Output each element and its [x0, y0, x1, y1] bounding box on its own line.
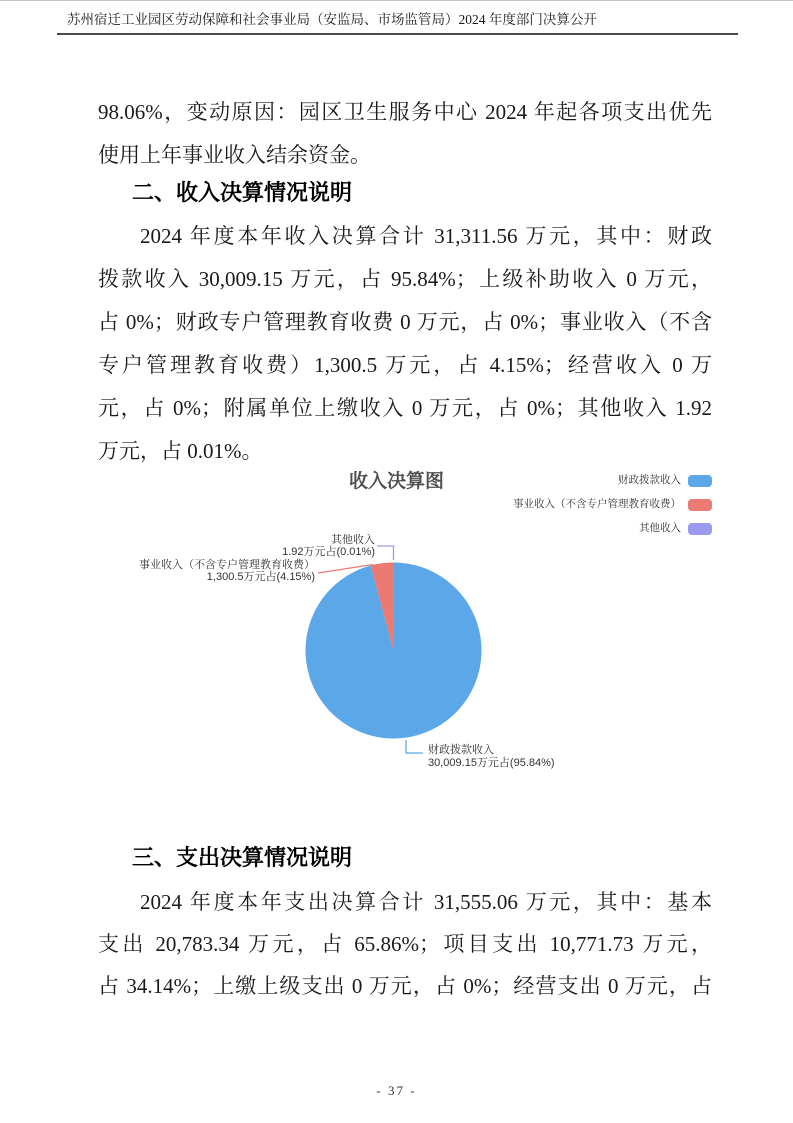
text-line: 占 0%；财政专户管理教育收费 0 万元，占 0%；事业收入（不含 [98, 310, 712, 334]
text-line: 支出 20,783.34 万元，占 65.86%；项目支出 10,771.73 万元， [98, 932, 712, 956]
text-line: 专户管理教育收费）1,300.5 万元，占 4.15%；经营收入 0 万 [98, 353, 712, 377]
pie-label-other: 其他收入 [331, 534, 375, 546]
legend-label: 财政拨款收入 [618, 474, 681, 486]
pie-label-fiscal-value: 30,009.15万元占(95.84%) [428, 757, 555, 769]
paragraph-continuation [98, 91, 712, 177]
legend-label: 其他收入 [639, 522, 681, 534]
text-line: 拨款收入 30,009.15 万元，占 95.84%；上级补助收入 0 万元， [98, 267, 712, 291]
section2-heading: 二、收入决算情况说明 [132, 180, 353, 205]
text-line: 2024 年度本年收入决算合计 31,311.56 万元，其中：财政 [140, 224, 712, 248]
connector-other [377, 546, 394, 560]
connector-fiscal [406, 740, 423, 753]
pie-label-business: 事业收入（不含专户管理教育收费） [139, 559, 315, 571]
text-line: 元，占 0%；附属单位上缴收入 0 万元，占 0%；其他收入 1.92 [98, 396, 712, 420]
page-number: - 37 - [376, 1083, 417, 1098]
pie-label-other-value: 1.92万元占(0.01%) [282, 546, 375, 558]
header-title: 苏州宿迁工业园区劳动保障和社会事业局（安监局、市场监管局）2024 年度部门决算公开 [67, 12, 597, 27]
text-line: 占 34.14%；上缴上级支出 0 万元，占 0%；经营支出 0 万元，占 [98, 974, 712, 998]
text-line: 万元，占 0.01%。 [98, 439, 263, 463]
text-line: 使用上年事业收入结余资金。 [98, 143, 371, 167]
pie-label-fiscal: 财政拨款收入 [428, 744, 494, 756]
page-header [57, 11, 738, 35]
chart-title: 收入决算图 [348, 471, 444, 492]
section3-heading: 三、支出决算情况说明 [132, 845, 353, 870]
legend-label: 事业收入（不含专户管理教育收费） [513, 498, 681, 510]
text-line: 2024 年度本年支出决算合计 31,555.06 万元，其中：基本 [140, 890, 712, 914]
pie-slice-fiscal[interactable] [306, 563, 482, 739]
pie-label-business-value: 1,300.5万元占(4.15%) [206, 571, 315, 583]
paragraph-expenditure [98, 881, 712, 1007]
paragraph-income [98, 215, 712, 473]
income-pie-chart [0, 456, 793, 786]
text-line: 98.06%，变动原因：园区卫生服务中心 2024 年起各项支出优先 [98, 100, 712, 124]
